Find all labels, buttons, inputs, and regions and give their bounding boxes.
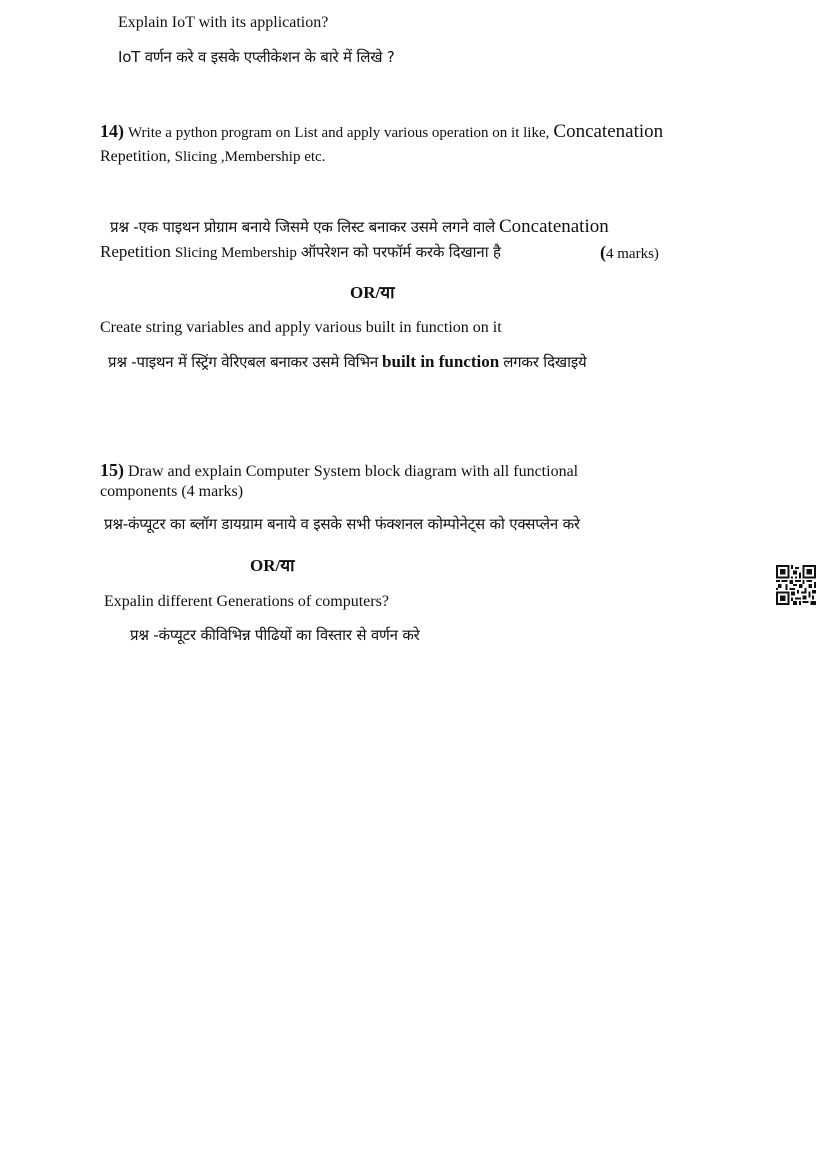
q15-text1: Draw and explain Computer System block diagram with all functional <box>128 463 579 480</box>
q15-english-line1 <box>100 460 578 482</box>
q15-alt-hindi: प्रश्न -कंप्यूटर कीविभिन्न पीढियों का विस्तार से वर्णन करे <box>130 626 420 644</box>
q15-english-line2: components (4 marks) <box>100 483 244 500</box>
q13-english: Explain IoT with its application? <box>118 14 329 31</box>
q14-alt-hindi-2: लगकर दिखाइये <box>503 353 587 371</box>
q14-alt-hindi-1: प्रश्न -पाइथन में स्ट्रिंग वेरिएबल बनाकर उसमे विभिन <box>108 353 379 371</box>
q14-hindi-ops: Slicing Membership <box>174 245 297 261</box>
q15-hindi: प्रश्न-कंप्यूटर का ब्लॉग डायग्राम बनाये व इसके सभी फंक्शनल कोम्पोनेट्स को एक्सप्लेन करे <box>104 515 580 533</box>
q14-number: 14) <box>100 121 124 141</box>
q14-marks <box>600 242 659 264</box>
q14-or-separator: OR/या <box>350 283 395 302</box>
q14-marks-paren: ( <box>600 242 606 262</box>
q14-english-line1 <box>100 121 663 143</box>
q14-repetition: Repetition, <box>100 148 171 165</box>
q14-marks-text: 4 marks) <box>606 246 659 262</box>
qr-code-icon <box>776 565 816 605</box>
q14-hindi-concatenation: Concatenation <box>499 216 609 237</box>
q14-rest: Slicing ,Membership etc. <box>174 149 326 165</box>
q14-hindi-line1 <box>110 217 609 238</box>
q14-hindi-repetition: Repetition <box>100 242 171 261</box>
q14-hindi-text2: ऑपरेशन को परफॉर्म करके दिखाना है <box>300 243 501 261</box>
q14-hindi-text1: प्रश्न -एक पाइथन प्रोग्राम बनाये जिसमे एक लिस्ट बनाकर उसमे लगने वाले <box>110 218 495 236</box>
q15-or-separator: OR/या <box>250 556 295 575</box>
q14-alt-hindi-bold: built in function <box>382 352 500 371</box>
q14-hindi-line2 <box>100 242 501 263</box>
q14-alt-english: Create string variables and apply various built in function on it <box>100 319 502 336</box>
q14-english-line2 <box>100 147 325 167</box>
q15-alt-english: Expalin different Generations of computers? <box>104 593 389 610</box>
q14-text: Write a python program on List and apply various operation on it like, <box>128 125 550 141</box>
q14-alt-hindi <box>108 352 587 373</box>
q13-hindi: IoT वर्णन करे व इसके एप्लीकेशन के बारे में लिखे ? <box>118 48 395 66</box>
q14-concatenation: Concatenation <box>553 121 664 142</box>
q15-number: 15) <box>100 460 124 480</box>
